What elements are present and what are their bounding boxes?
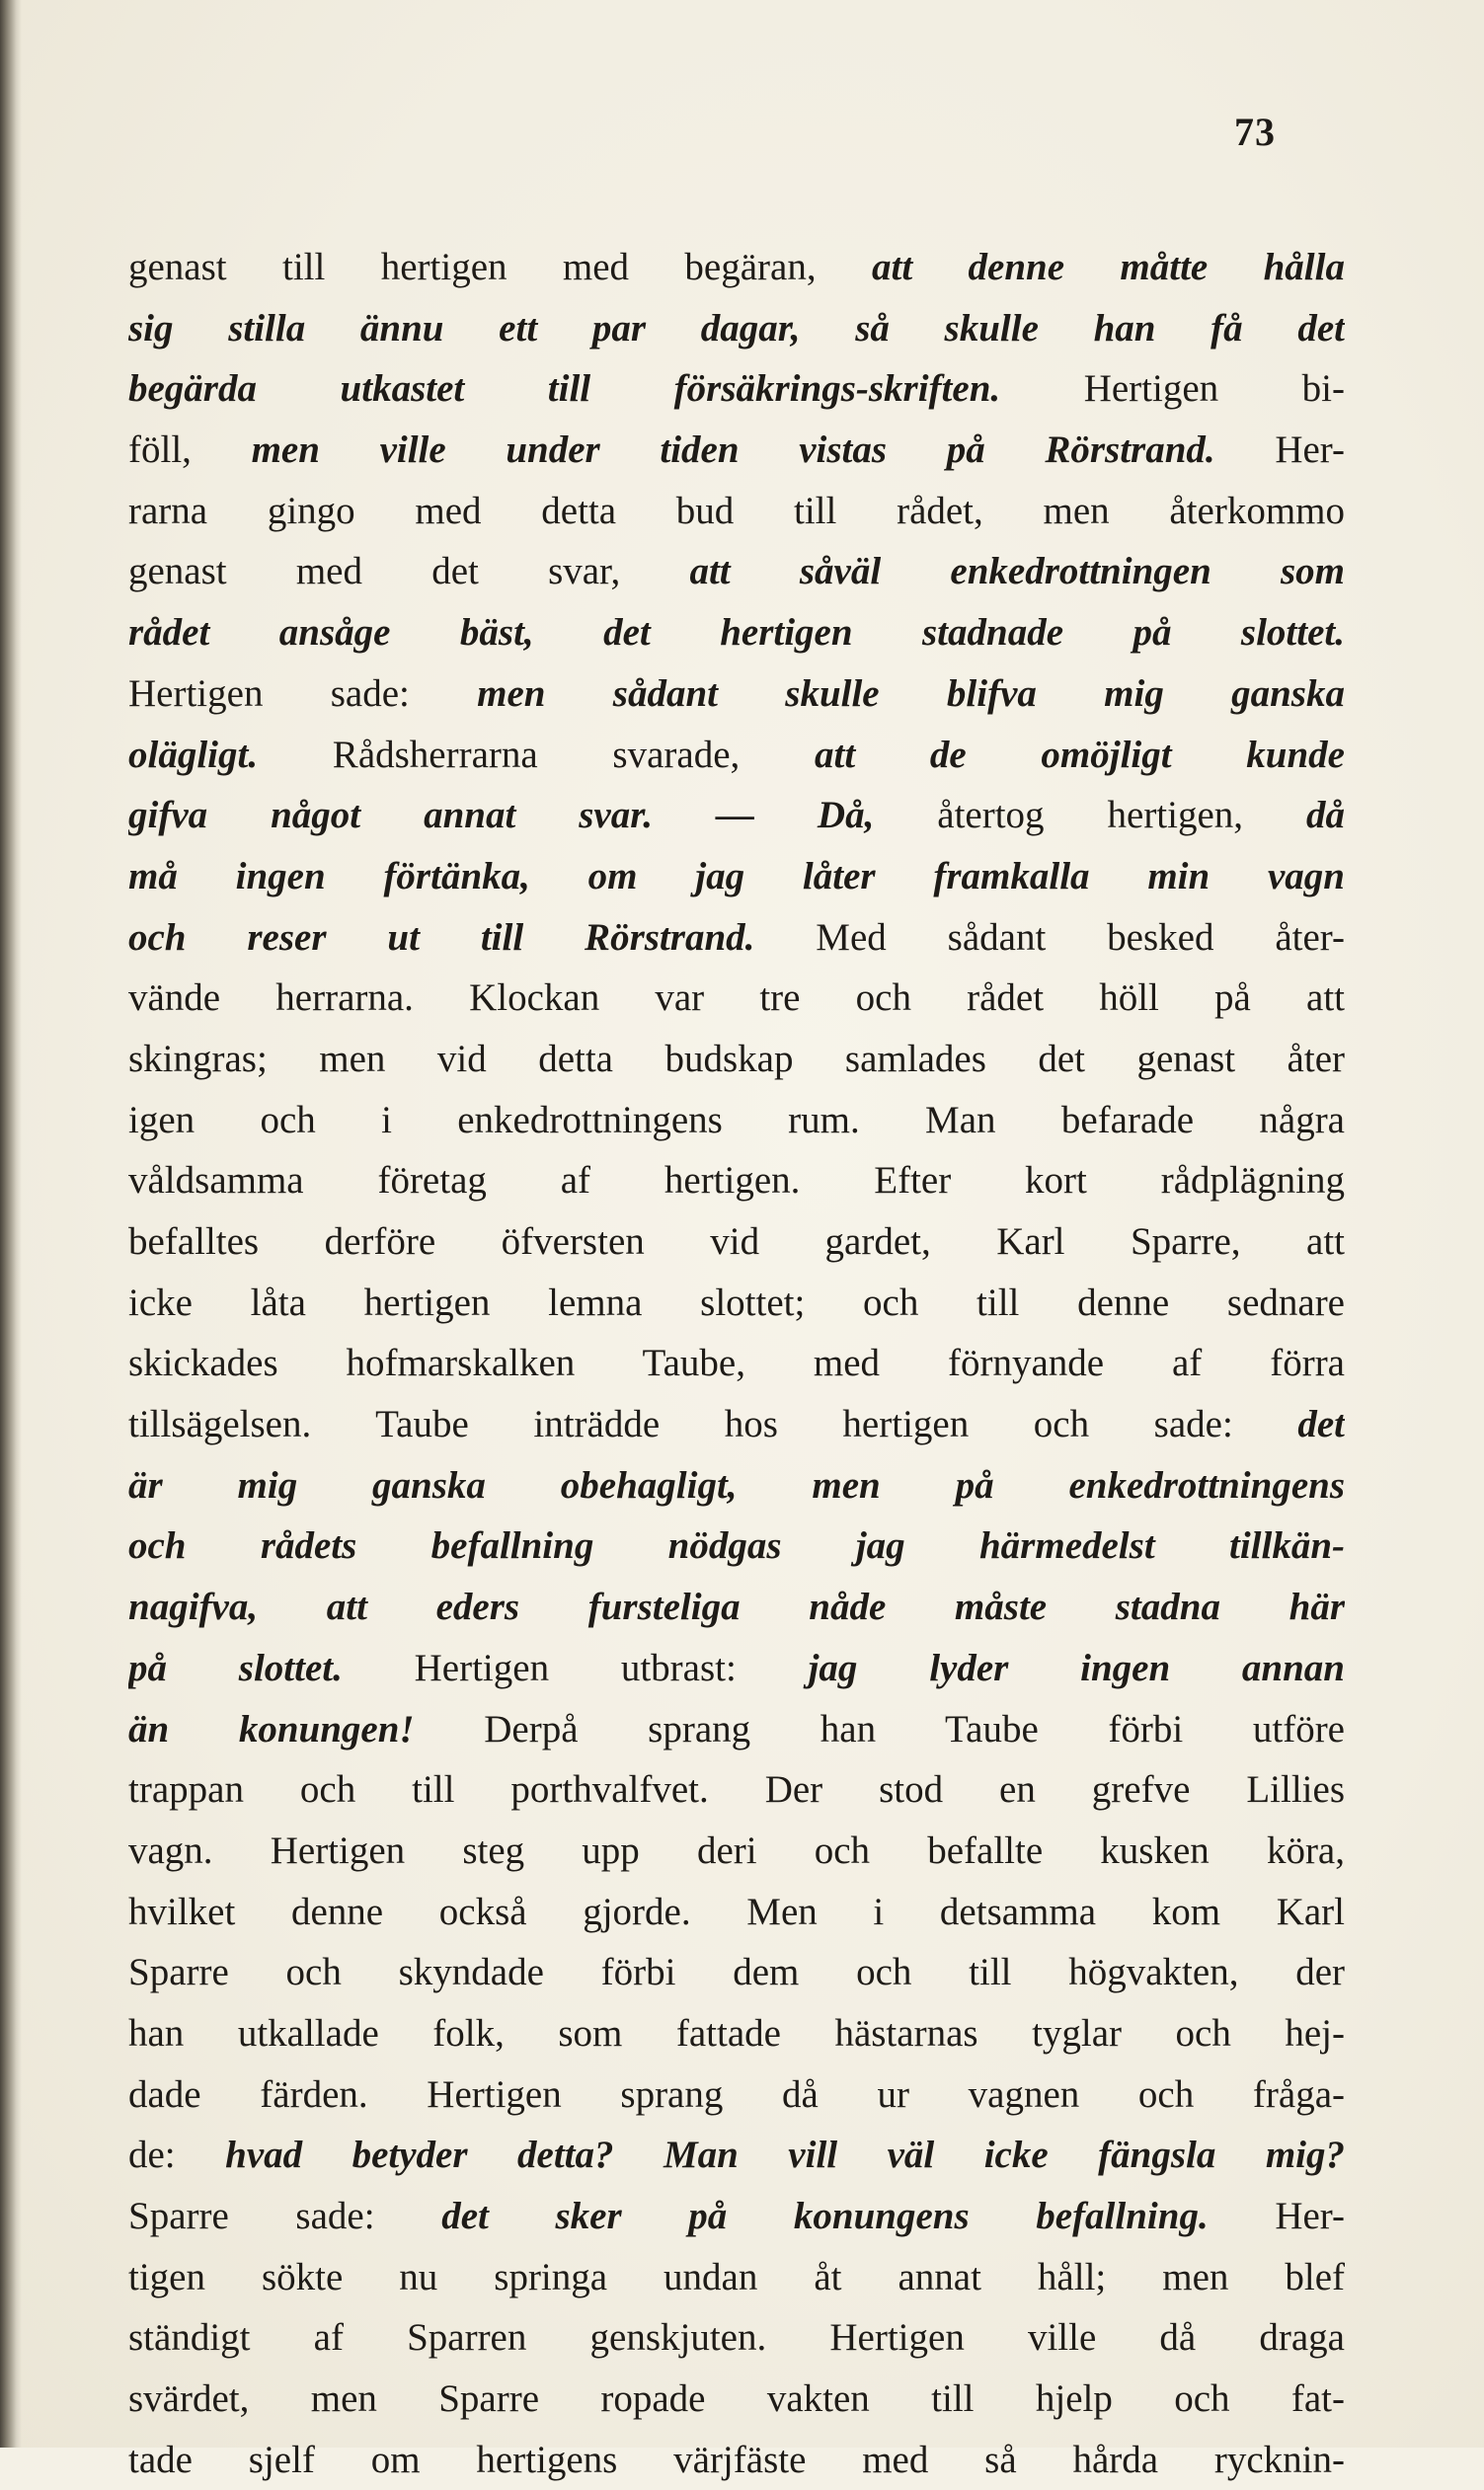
text-line [128,2186,1345,2247]
text-segment: befalltes derföre öfversten vid gardet, Karl Sparre, att [128,1220,1345,1263]
text-line [128,907,1345,969]
italic-text-segment: och rådets befallning nödgas jag härmedelst tillkän- [128,1524,1345,1568]
text-segment: Hertigen bi- [1000,367,1345,411]
text-segment: han utkallade folk, som fattade hästarnas tyglar och hej- [128,2011,1345,2055]
text-line [128,968,1345,1029]
text-segment: Med sådant besked åter- [754,915,1345,959]
text-segment: icke låta hertigen lemna slottet; och till denne sednare [128,1281,1345,1324]
text-segment: Her- [1214,428,1345,472]
italic-text-segment: på slottet. [128,1646,343,1689]
text-line [128,1455,1345,1517]
italic-text-segment: och reser ut till Rörstrand. [128,915,755,959]
italic-text-segment: att de omöjligt kunde [814,733,1345,776]
text-line [128,2430,1345,2490]
text-segment: Derpå sprang han Taube förbi utföre [414,1707,1345,1751]
text-line [128,1577,1345,1638]
italic-text-segment: att såväl enkedrottningen som [689,550,1345,593]
text-segment: våldsamma företag af hertigen. Efter kort rådplägning [128,1159,1345,1203]
text-line [128,481,1345,542]
text-line [128,1638,1345,1699]
text-segment: tigen sökte nu springa undan åt annat håll; men blef [128,2255,1345,2298]
text-segment: Sparre sade: [128,2195,442,2237]
text-line [128,2064,1345,2126]
text-line [128,1882,1345,1943]
text-segment: Hertigen utbrast: [342,1646,809,1689]
text-segment: Her- [1208,2195,1345,2237]
text-line [128,298,1345,359]
italic-text-segment: gifva något annat svar. — Då, [128,794,875,837]
text-segment: de: [128,2134,226,2177]
text-segment: genast till hertigen med begäran, [128,246,872,288]
italic-text-segment: hvad betyder detta? Man vill väl icke fängsla mig? [225,2134,1345,2177]
text-segment: skickades hofmarskalken Taube, med förnyande af förra [128,1342,1345,1385]
italic-text-segment: än konungen! [128,1707,415,1751]
text-segment: skingras; men vid detta budskap samlades det genast åter [128,1037,1345,1080]
text-segment: svärdet, men Sparre ropade vakten till hjelp och fat- [128,2377,1345,2421]
text-line [128,2125,1345,2186]
italic-text-segment: olägligt. [128,733,259,776]
text-line [128,1211,1345,1273]
italic-text-segment: rådet ansåge bäst, det hertigen stadnade på slottet. [128,611,1345,655]
italic-text-segment: men ville under tiden vistas på Rörstrand. [251,428,1215,472]
page-number: 73 [1234,110,1276,154]
italic-text-segment: då [1306,794,1345,837]
text-line [128,1273,1345,1334]
text-line [128,1759,1345,1821]
body-text [128,237,1345,2490]
text-line [128,237,1345,298]
text-line [128,1942,1345,2003]
text-segment: hvilket denne också gjorde. Men i detsamma kom Karl [128,1890,1345,1933]
text-line [128,602,1345,663]
text-line [128,1394,1345,1455]
italic-text-segment: jag lyder ingen annan [808,1646,1345,1689]
text-line [128,1699,1345,1760]
italic-text-segment: men sådant skulle blifva mig ganska [477,671,1345,715]
text-segment: Rådsherrarna svarade, [258,733,815,776]
text-line [128,420,1345,481]
italic-text-segment: är mig ganska obehagligt, men på enkedrottningens [128,1463,1345,1507]
italic-text-segment: må ingen förtänka, om jag låter framkalla min vagn [128,854,1345,897]
italic-text-segment: begärda utkastet till försäkrings-skriften. [128,367,1001,411]
italic-text-segment: att denne måtte hålla [871,246,1345,288]
italic-text-segment: det [1297,1403,1345,1446]
text-line [128,663,1345,725]
text-line [128,1150,1345,1211]
italic-text-segment: sig stilla ännu ett par dagar, så skulle han få det [128,306,1345,350]
text-segment: återtog hertigen, [874,794,1306,837]
text-segment: trappan och till porthvalfvet. Der stod en grefve Lillies [128,1768,1345,1812]
text-line [128,1516,1345,1577]
text-line [128,725,1345,786]
text-line [128,2003,1345,2064]
text-segment: Hertigen sade: [128,671,478,715]
text-segment: genast med det svar, [128,550,690,593]
text-segment: tade sjelf om hertigens värjfäste med så hårda rycknin- [128,2438,1345,2481]
text-segment: dade färden. Hertigen sprang då ur vagnen och fråga- [128,2072,1345,2116]
text-segment: föll, [128,428,252,472]
text-line [128,785,1345,846]
text-segment: igen och i enkedrottningens rum. Man befarade några [128,1098,1345,1141]
text-line [128,1821,1345,1882]
italic-text-segment: det sker på konungens befallning. [441,2195,1209,2237]
text-segment: ständigt af Sparren genskjuten. Hertigen ville då draga [128,2316,1345,2360]
text-segment: Sparre och skyndade förbi dem och till högvakten, der [128,1951,1345,1994]
text-segment: vände herrarna. Klockan var tre och rådet höll på att [128,976,1345,1020]
italic-text-segment: nagifva, att eders fursteliga nåde måste stadna här [128,1586,1345,1629]
text-line [128,846,1345,907]
text-line [128,2369,1345,2430]
text-line [128,358,1345,420]
text-line [128,1333,1345,1394]
page-binding-edge [0,0,22,2448]
text-line [128,2307,1345,2369]
text-line [128,1090,1345,1151]
text-segment: rarna gingo med detta bud till rådet, men återkommo [128,489,1345,532]
text-line [128,1029,1345,1090]
text-segment: vagn. Hertigen steg upp deri och befallte kusken köra, [128,1829,1345,1872]
text-line [128,2247,1345,2308]
text-line [128,541,1345,602]
text-segment: tillsägelsen. Taube inträdde hos hertigen och sade: [128,1403,1298,1446]
